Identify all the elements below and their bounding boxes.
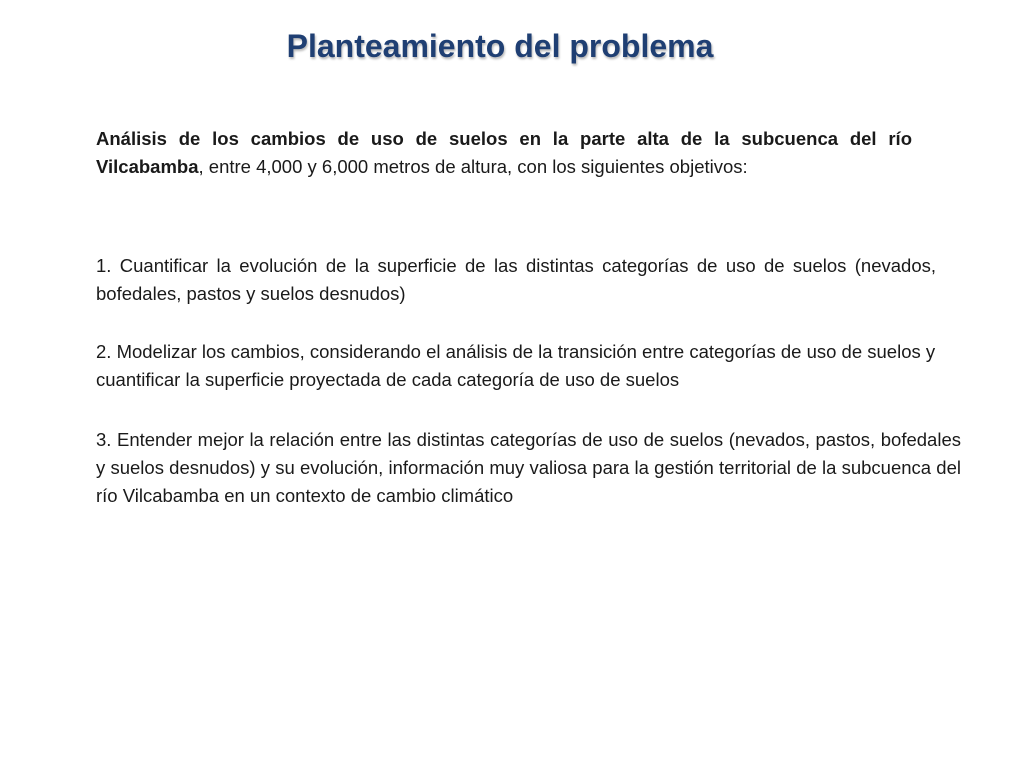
objective-2: 2. Modelizar los cambios, considerando el análisis de la transición entre categorías de uso de suelos y cuantificar la superficie proyectada de cada categoría de uso de suelos [96,341,936,390]
intro-paragraph [96,125,912,181]
objective-3: 3. Entender mejor la relación entre las distintas categorías de uso de suelos (nevados, pastos, bofedales y suelos desnudos) y su evolución, información muy valiosa para la gestión territorial de la subcuenca del río Vilcabamba en un contexto de cambio climático [96,429,961,506]
intro-rest-text: , entre 4,000 y 6,000 metros de altura, con los siguientes objetivos: [198,156,748,177]
objective-1: 1. Cuantificar la evolución de la superficie de las distintas categorías de uso de suelos (nevados, bofedales, pastos y suelos desnudos) [96,255,936,304]
slide-title: Planteamiento del problema [286,28,714,64]
intro-bold-text: Análisis de los cambios de uso de suelos en la parte alta de la subcuenca del río Vilcabamba [96,128,912,177]
